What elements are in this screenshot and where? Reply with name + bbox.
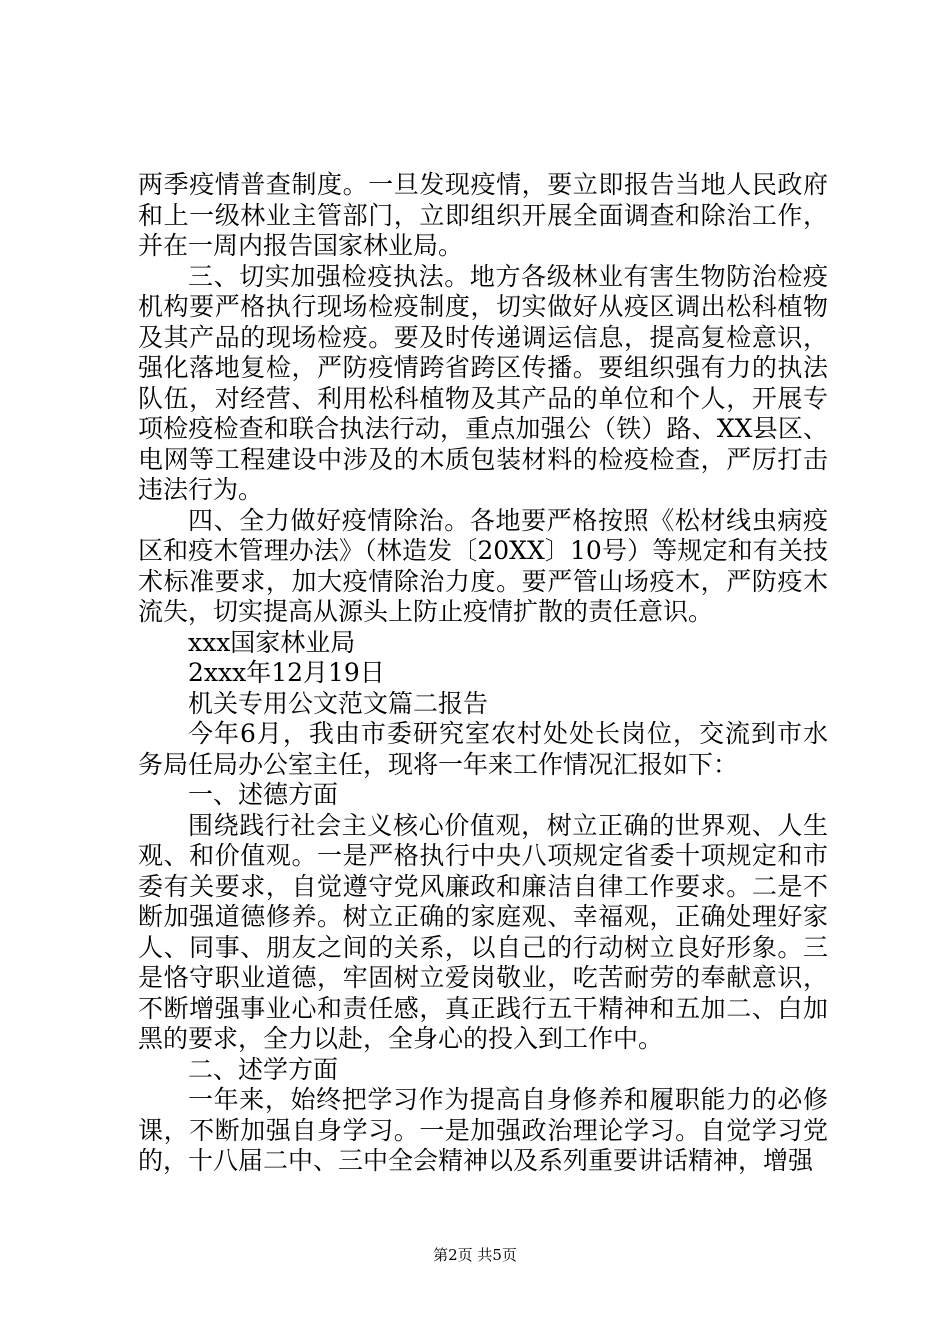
paragraph: 围绕践行社会主义核心价值观，树立正确的世界观、人生观、和价值观。一是严格执行中央八项规定省委十项规定和市委有关要求，自觉遵守党风廉政和廉洁自律工作要求。二是不断加强道德修养。树立正确的家庭观、幸福观，正确处理好家人、同事、朋友之间的关系，以自己的行动树立良好形象。三是恪守职业道德，牢固树立爱岗敬业，吃苦耐劳的奉献意识，不断增强事业心和责任感，真正践行五干精神和五加二、白加黑的要求，全力以赴，全身心的投入到工作中。 (138, 810, 828, 1053)
paragraph: 四、全力做好疫情除治。各地要严格按照《松材线虫病疫区和疫木管理办法》（林造发〔20XX〕10号）等规定和有关技术标准要求，加大疫情除治力度。要严管山场疫木，严防疫木流失，切实提高从源头上防止疫情扩散的责任意识。 (138, 505, 828, 626)
paragraph: 两季疫情普查制度。一旦发现疫情，要立即报告当地人民政府和上一级林业主管部门，立即组织开展全面调查和除治工作，并在一周内报告国家林业局。 (138, 170, 828, 260)
document-body (138, 170, 828, 1177)
paragraph: 三、切实加强检疫执法。地方各级林业有害生物防治检疫机构要严格执行现场检疫制度，切实做好从疫区调出松科植物及其产品的现场检疫。要及时传递调运信息，提高复检意识，强化落地复检，严防疫情跨省跨区传播。要组织强有力的执法队伍，对经营、利用松科植物及其产品的单位和个人，开展专项检疫检查和联合执法行动，重点加强公（铁）路、XX县区、电网等工程建设中涉及的木质包装材料的检疫检查，严厉打击违法行为。 (138, 261, 828, 504)
paragraph: 机关专用公文范文篇二报告 (188, 688, 489, 718)
paragraph: 二、述学方面 (188, 1054, 339, 1084)
paragraph: 一年来，始终把学习作为提高自身修养和履职能力的必修课，不断加强自身学习。一是加强政治理论学习。自觉学习党的，十八届二中、三中全会精神以及系列重要讲话精神，增强 (138, 1085, 828, 1175)
paragraph: xxx国家林业局 (188, 627, 356, 657)
paragraph: 今年6月，我由市委研究室农村处处长岗位，交流到市水务局任局办公室主任，现将一年来工作情况汇报如下： (138, 719, 828, 779)
paragraph: 一、述德方面 (188, 780, 339, 809)
paragraph: 2xxx年12月19日 (188, 658, 385, 687)
page-footer: 第2页 共5页 (433, 1246, 517, 1264)
